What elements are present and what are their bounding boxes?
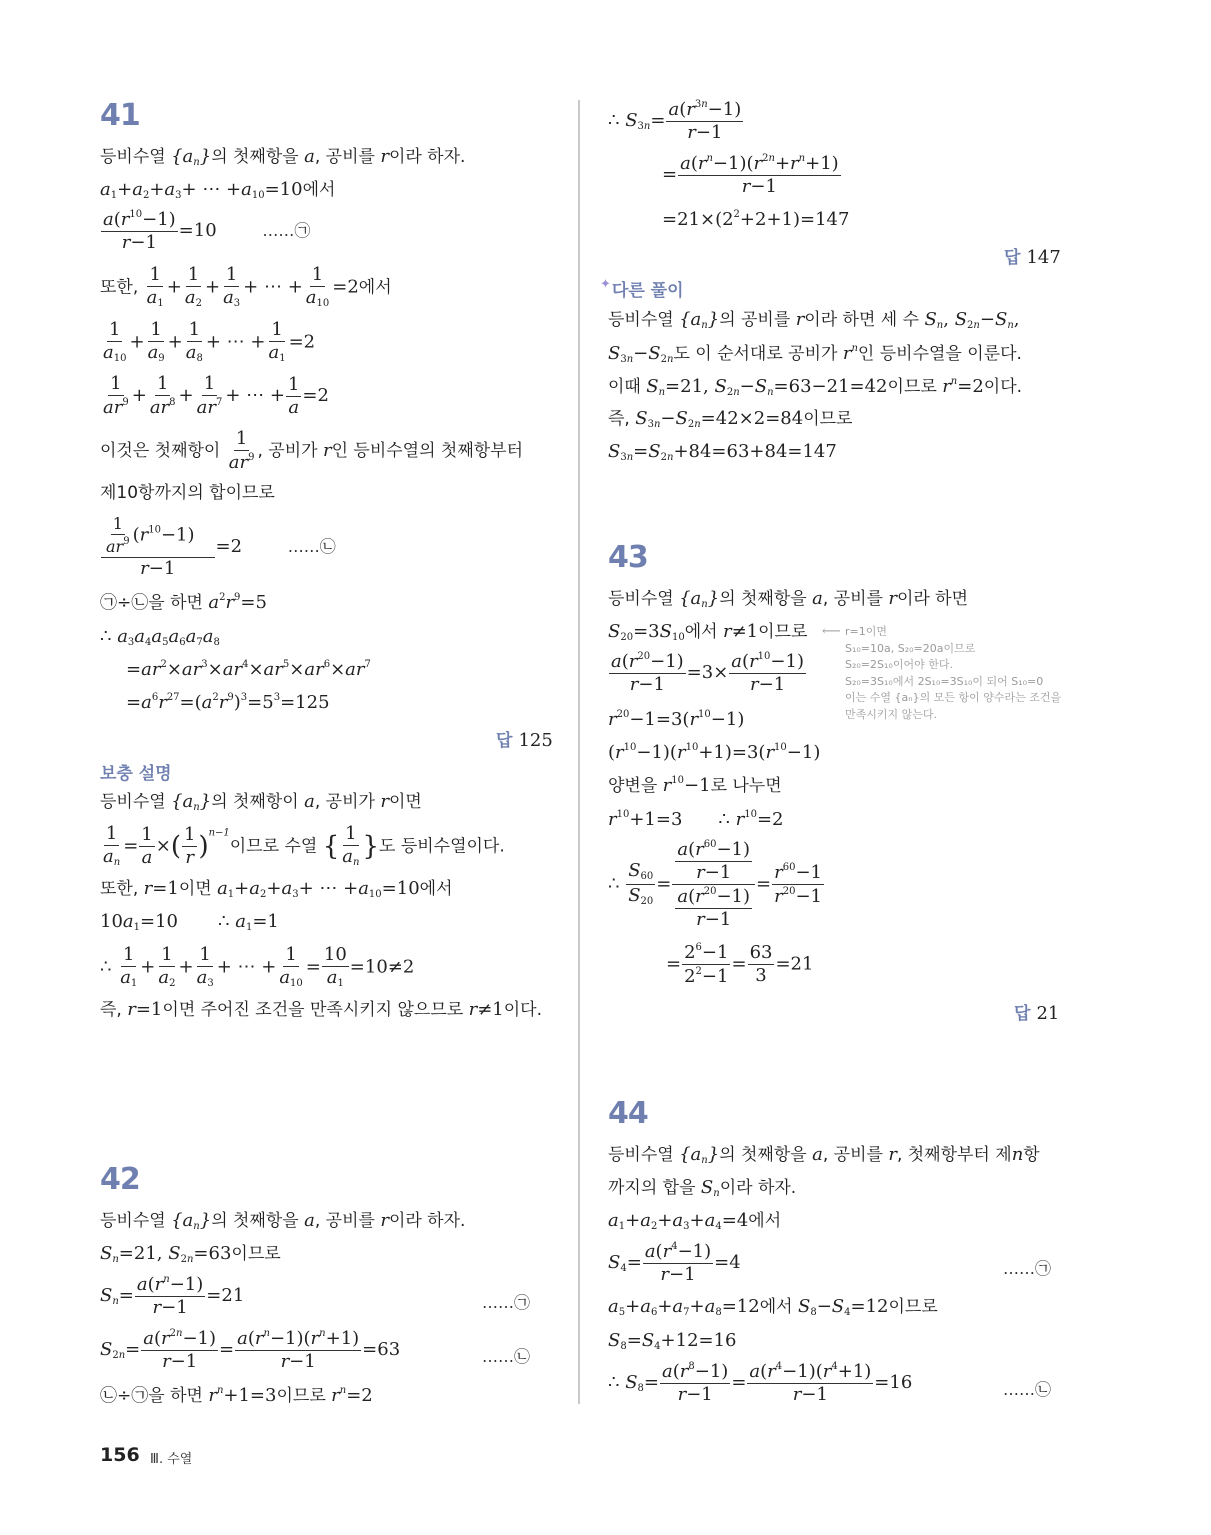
p43-eq-3: = $\frac{2^6-1}{2^2-1}$ = $\frac{63}{3}$ =21 [666,942,814,987]
side-note-line-5: 이는 수열 {aₙ}의 모든 항이 양수라는 조건을 [845,691,1062,704]
answer-label: 답 [1014,1004,1031,1024]
p42-line-5: ㉡÷㉠을 하면 $r^n+1=3$이므로 $r^n=2$ [100,1385,373,1406]
p41-line-1: 등비수열 $\{a_n\}$의 첫째항을 a, 공비를 r이라 하자. [100,146,466,168]
p44-eq-2: ∴ $S_8=$ $\frac{a(r^8-1)}{r-1}$ = $\frac{a(r^4-1)(r^4+1)}{r-1}$ =16 [608,1361,913,1405]
p44-line-3: $a_1+a_2+a_3+a_4=4$에서 [608,1210,782,1232]
side-note-line-2: S₁₀=10a, S₂₀=20a이므로 [845,641,976,655]
label-mark-2: ……㉡ [287,537,336,556]
p42-eq-5: $=21\times(2^2+2+1)=147$ [662,209,850,230]
problem-number-42: 42 [100,1162,140,1197]
alt-line-3: 이때 $S_n=21$, $S_{2n}-S_n=63-21=42$이므로 $r^n=2$이다. [608,376,1023,398]
p43-line-4: $r^{20}-1=3(r^{10}-1)$ [608,709,745,730]
supp-line-6: 즉, r=1이면 주어진 조건을 만족시키지 않으므로 r≠1이다. [100,999,542,1020]
supplement-title: 보충 설명 [100,764,172,784]
p42-eq-3: ∴ $S_{3n}=$ $\frac{a(r^{3n}-1)}{r-1}$ [608,99,742,143]
p44-mark-1: ……㉠ [1003,1259,1052,1278]
p41-line-8: 제10항까지의 합이므로 [100,483,275,503]
answer-value: 125 [518,730,553,751]
p41-eq-2: 또한, $\frac{1}{a_1}$ + $\frac{1}{a_2}$ + $\frac{1}{a_3}$ + ⋯ + $\frac{1}{a_{10}}$ =2에서 [100,264,392,309]
answer-value: 147 [1026,247,1061,268]
sparkle-icon: ✦ [600,277,611,292]
p43-line-2: $S_{20}=3S_{10}$에서 r≠1이므로 [608,621,808,643]
alt-line-2: $S_{3n}-S_{2n}$도 이 순서대로 공비가 $r^n$인 등비수열을 이룬다. [608,343,1022,365]
answer-43 [1014,999,1059,1024]
p41-line-2: $a_1+a_2+a_3+$ ⋯ $+a_{10}=10$에서 [100,179,336,201]
side-note-line-3: S₂₀=2S₁₀이어야 한다. [845,658,953,671]
problem-number-44: 44 [608,1096,648,1131]
label-mark-1: ……㉠ [262,221,311,240]
p43-line-6: 양변을 $r^{10}-1$로 나누면 [608,775,782,796]
answer-label: 답 [496,731,513,751]
p42-line-2: $S_n=21$, $S_{2n}=63$이므로 [100,1243,281,1265]
alt-line-5: $S_{3n}=S_{2n}+84=63+84=147$ [608,441,837,463]
supp-line-4: $10a_1=10$ ∴ $a_1=1$ [100,911,279,933]
supp-line-1: 등비수열 $\{a_n\}$의 첫째항이 a, 공비가 r이면 [100,791,422,813]
answer-label: 답 [1004,248,1021,268]
p41-line-11: ∴ $a_3a_4a_5a_6a_7a_8$ [100,626,220,648]
p43-eq-1: $\frac{a(r^{20}-1)}{r-1}$ =3× $\frac{a(r^{10}-1)}{r-1}$ [611,651,804,695]
p41-line-10: ㉠÷㉡을 하면 $a^2r^9=5$ [100,592,267,613]
alt-line-4: 즉, $S_{3n}-S_{2n}=42\times 2=84$이므로 [608,408,853,430]
p42-line-1: 등비수열 $\{a_n\}$의 첫째항을 a, 공비를 r이라 하자. [100,1210,466,1232]
p44-line-2: 까지의 합을 $S_n$이라 하자. [608,1177,797,1199]
p43-line-7: $r^{10}+1=3$ ∴ $r^{10}=2$ [608,809,784,830]
problem-number-43: 43 [608,540,648,575]
section-title: Ⅲ. 수열 [150,1452,193,1467]
answer-value: 21 [1036,1003,1060,1024]
p41-line-7: 이것은 첫째항이 $\frac{1}{ar^9}$ , 공비가 r인 등비수열의 첫째항부터 [100,428,524,473]
p41-eq-3: $\frac{1}{a_{10}}$ + $\frac{1}{a_9}$ + $\frac{1}{a_8}$ + ⋯ + $\frac{1}{a_1}$ =2 [103,319,316,364]
arrow-left-icon: ⟵ [822,624,841,639]
p44-mark-2: ……㉡ [1003,1380,1052,1399]
answer-42 [1004,243,1061,268]
p44-eq-1: $S_4=$ $\frac{a(r^4-1)}{r-1}$ =4 [608,1241,741,1285]
p42-eq-4: = $\frac{a(r^n-1)(r^{2n}+r^n+1)}{r-1}$ [662,153,839,197]
side-note-line-4: S₂₀=3S₁₀에서 2S₁₀=3S₁₀이 되어 S₁₀=0 [845,674,1044,688]
p41-eq-4: $\frac{1}{ar^9}$ + $\frac{1}{ar^8}$ + $\frac{1}{ar^7}$ + ⋯ + $\frac{1}{a}$ =2 [103,373,329,418]
p41-eq-1: $\frac{a(r^{10}-1)}{r-1}$ =10 ……㉠ [103,209,311,253]
side-note-line-1: r=1이면 [845,625,887,638]
p41-line-13: $=a^6r^{27}=(a^2r^9)^3=5^3=125$ [126,692,330,713]
alt-line-1: 등비수열 $\{a_n\}$의 공비를 r이라 하면 세 수 $S_n$, $S_{2n}-S_n$, [608,309,1020,331]
p43-line-1: 등비수열 $\{a_n\}$의 첫째항을 a, 공비를 r이라 하면 [608,588,969,610]
alternative-title [600,276,684,301]
p44-line-6: $S_8=S_4+12=16$ [608,1330,737,1352]
alternative-title-text: 다른 풀이 [611,281,684,301]
page-number: 156 [100,1444,140,1466]
p44-line-5: $a_5+a_6+a_7+a_8=12$에서 $S_8-S_4=12$이므로 [608,1296,938,1318]
p42-eq-1: $S_n=$ $\frac{a(r^n-1)}{r-1}$ =21 [100,1274,245,1318]
column-divider [578,100,580,1404]
p44-line-1: 등비수열 $\{a_n\}$의 첫째항을 a, 공비를 r, 첫째항부터 제n항 [608,1144,1040,1166]
supp-line-2: $\frac{1}{a_n}$ = $\frac{1}{a}$ ×( $\frac{1}{r}$ )$^{n-1}$이므로 수열 { $\frac{1}{a_n}$ }도 등비수열이다. [103,823,505,868]
p43-line-5: $(r^{10}-1)(r^{10}+1)=3(r^{10}-1)$ [608,742,821,763]
p41-eq-5: $\frac{1}{ar^9}$ $(r^{10}-1)$ r−1 =2 ……㉡ [100,516,336,578]
problem-number-41: 41 [100,98,140,133]
side-note [845,624,1075,723]
answer-41 [496,726,553,751]
p42-eq-2: $S_{2n}=$ $\frac{a(r^{2n}-1)}{r-1}$ = $\frac{a(r^n-1)(r^n+1)}{r-1}$ =63 [100,1328,401,1372]
supp-line-5: ∴ $\frac{1}{a_1}$ + $\frac{1}{a_2}$ + $\frac{1}{a_3}$ + ⋯ + $\frac{1}{a_{10}}$ = $\frac{10}{a_1}$ =10≠2 [100,944,415,989]
side-note-line-6: 만족시키지 않는다. [845,707,938,721]
supp-line-3: 또한, r=1이면 $a_1+a_2+a_3+$ ⋯ $+a_{10}=10$에서 [100,878,453,900]
p43-eq-2: ∴ $\frac{S_{60}}{S_{20}}$ = $\frac{\frac{a(r^{60}-1)}{r-1}}{\frac{a(r^{20}-1)}{r-1}}$ = $\frac{r^{60}-1}{r^{20}-1}$ [608,839,823,930]
p41-line-12: $=ar^2\times ar^3\times ar^4\times ar^5\times ar^6\times ar^7$ [126,659,371,680]
p42-mark-2: ……㉡ [482,1347,531,1366]
p42-mark-1: ……㉠ [482,1293,531,1312]
